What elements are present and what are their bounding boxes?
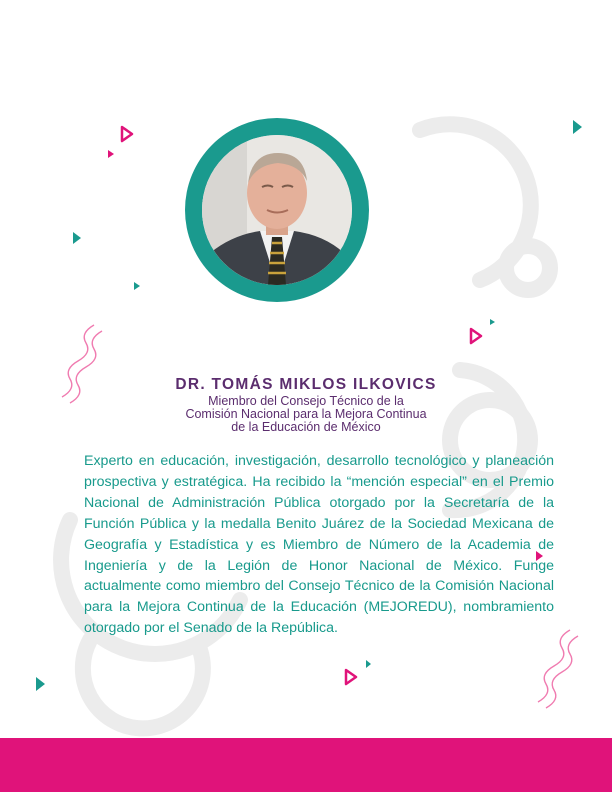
person-name: DR. TOMÁS MIKLOS ILKOVICS — [175, 376, 437, 393]
triangle-icon — [366, 660, 371, 668]
play-arrow-icon — [471, 329, 481, 343]
biography-text: Experto en educación, investigación, desarrollo tecnológico y planeación prospectiva y estratégica. Ha recibido la “mención especial” en el Premio Nacional de Administración Pública otorgado por la Secretaría de la Función Pública y la medalla Benito Juárez de la Sociedad Mexicana de Geografía y Estadística y es Miembro de Número de la Academia de Ingeniería y de la Legión de Honor Nacional de México. Funge actualmente como miembro del Consejo Técnico de la Comisión Nacional para la Mejora Continua de la Educación (MEJOREDU), nombramiento otorgado por el Senado de la República. — [84, 453, 554, 637]
portrait-photo — [202, 135, 352, 285]
play-arrow-icon — [122, 127, 132, 141]
person-role — [0, 395, 612, 434]
triangle-icon — [134, 282, 140, 290]
portrait-image — [202, 135, 352, 285]
role-line: de la Educación de México — [231, 420, 381, 434]
triangle-icon — [73, 232, 81, 244]
triangle-icon — [108, 150, 114, 158]
footer-bar — [0, 738, 612, 792]
role-line: Miembro del Consejo Técnico de la — [208, 394, 404, 408]
triangle-icon — [36, 677, 45, 691]
play-arrow-icon — [346, 670, 356, 684]
triangle-icon — [490, 319, 495, 325]
triangle-icon — [573, 120, 582, 134]
role-line: Comisión Nacional para la Mejora Continua — [185, 407, 427, 421]
